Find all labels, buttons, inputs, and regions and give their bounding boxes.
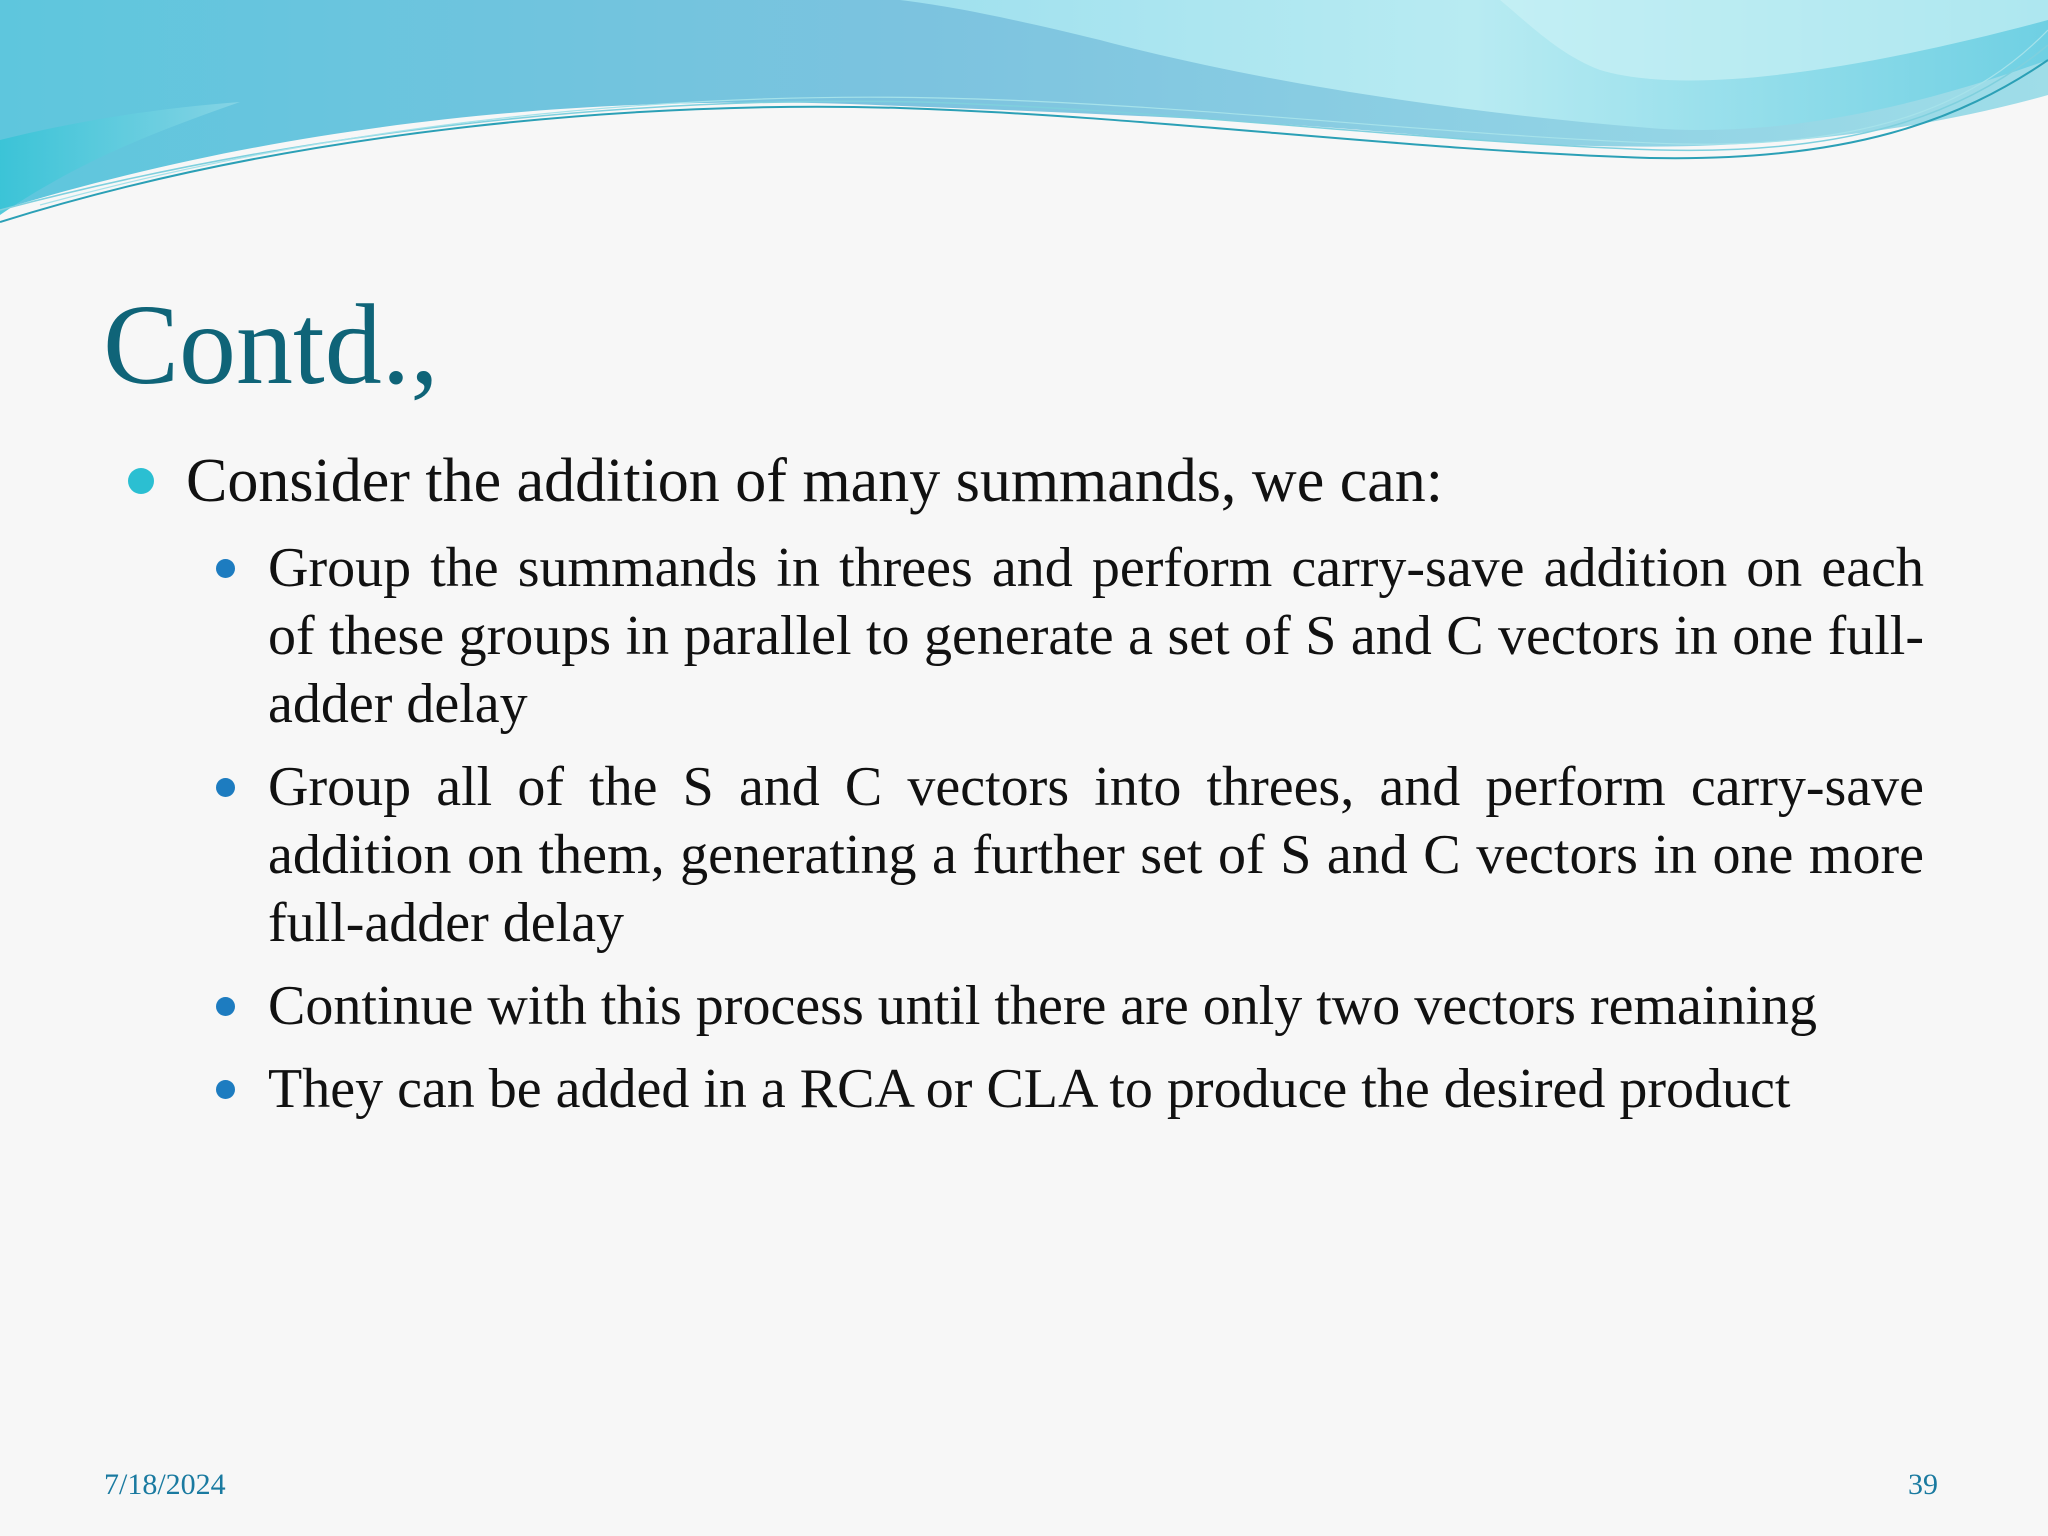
sub-bullet-text: Group all of the S and C vectors into threes, and perform carry-save addition on them, generating a further set of S and C vectors in one more full-adder delay xyxy=(268,756,1924,954)
sub-bullet-text: Continue with this process until there are only two vectors remaining xyxy=(268,975,1817,1037)
bullet-dot-icon xyxy=(216,559,235,578)
bullet-dot-icon xyxy=(128,468,154,494)
slide-title: Contd., xyxy=(103,281,439,408)
wave-banner xyxy=(0,0,2048,240)
footer-date: 7/18/2024 xyxy=(104,1468,226,1501)
bullet-dot-icon xyxy=(216,997,235,1016)
sub-bullet-item xyxy=(212,972,1924,1040)
sub-bullet-item xyxy=(212,1055,1924,1123)
sub-bullet-item xyxy=(212,534,1924,738)
sub-bullet-list xyxy=(212,534,1924,1138)
main-bullet-text: Consider the addition of many summands, we can: xyxy=(186,447,1443,515)
bullet-dot-icon xyxy=(216,778,235,797)
sub-bullet-item xyxy=(212,753,1924,957)
sub-bullet-text: Group the summands in threes and perform carry-save addition on each of these groups in parallel to generate a set of S and C vectors in one full-adder delay xyxy=(268,537,1924,735)
sub-bullet-text: They can be added in a RCA or CLA to produce the desired product xyxy=(268,1058,1791,1120)
bullet-dot-icon xyxy=(216,1080,235,1099)
slide-number: 39 xyxy=(1908,1468,1938,1501)
